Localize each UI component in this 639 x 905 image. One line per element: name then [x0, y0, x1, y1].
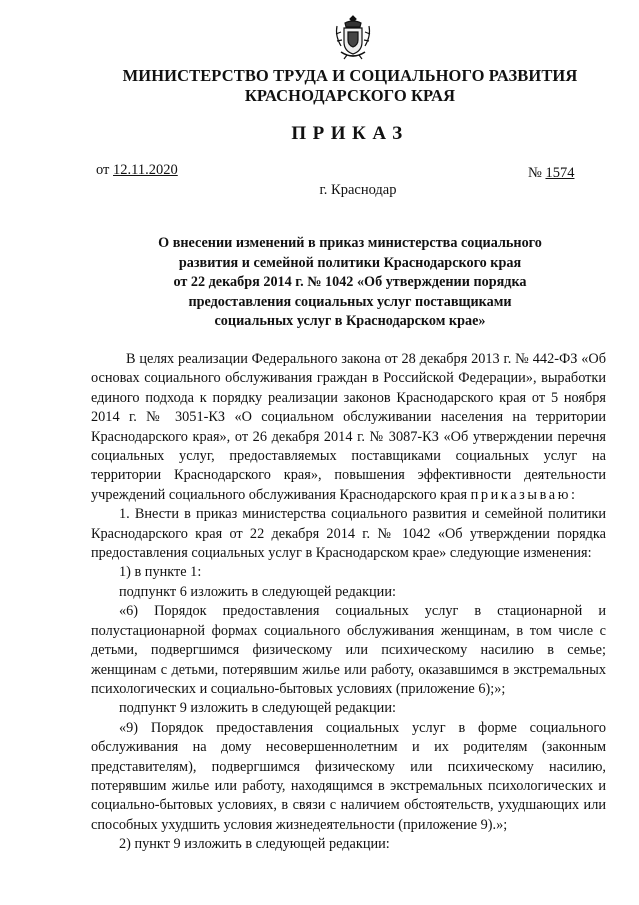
number-value: 1574: [545, 165, 575, 181]
quote-6: «6) Порядок предоставления социальных услуг в стационарной и полустационарной формах социального обслуживания женщинам, в том числе с детьми, подвергшимся физическому или психическому насилию в семье; женщинам с детьми, потерявшим жилье или работу, оказавшимся в экстремальных психологических и социально-бытовых условиях (приложение 6);»;: [91, 603, 606, 697]
quote-9: «9) Порядок предоставления социальных услуг в форме социального обслуживания на дому несовершеннолетним и их родителям (законным представителям), подвергшимся физическому или психическому насилию, потерявшим жилье или работу, находящимся в экстремальных психологических и социально-бытовых условиях, в связи с наличием обстоятельств, ухудшающих или способных ухудшить условия жизнедеятельности (приложение 9).»;: [91, 719, 606, 833]
order-number: [528, 165, 574, 182]
ministry-line-1: МИНИСТЕРСТВО ТРУДА И СОЦИАЛЬНОГО РАЗВИТИЯ: [122, 66, 578, 85]
city: г. Краснодар: [319, 182, 397, 198]
subitem-2: 2) пункт 9 изложить в следующей редакции:: [119, 836, 390, 853]
ministry-line-2: КРАСНОДАРСКОГО КРАЯ: [244, 86, 456, 105]
order-title: ПРИКАЗ: [291, 123, 409, 144]
preamble-text: В целях реализации Федерального закона от 28 декабря 2013 г. № 442-ФЗ «Об основах социального обслуживания граждан в Российской Федерации», выработки единого подхода к порядку реализации законов Краснодарского края от 5 ноября 2014 г. № 3051-КЗ «О социальном обслуживании населения на территории Краснодарского края», от 26 декабря 2014 г. № 3087-КЗ «Об утверждении перечня социальных услуг, предоставляемых поставщиками социальных услуг на территории Краснодарского края», повышения эффективности деятельности учреждений социального обслуживания Краснодарского края: [91, 351, 606, 503]
ministry-name: [120, 66, 580, 106]
subject-line: предоставления социальных услуг поставщиками: [188, 293, 512, 310]
subitem-1: 1) в пункте 1:: [119, 564, 202, 581]
order-subject: [120, 234, 580, 332]
subitem-1-a: подпункт 6 изложить в следующей редакции:: [119, 583, 396, 600]
coat-of-arms-icon: [333, 14, 373, 60]
subject-line: развития и семейной политики Краснодарского края: [178, 254, 522, 271]
subject-line: от 22 декабря 2014 г. № 1042 «Об утверждении порядка: [173, 274, 527, 291]
order-body: [91, 350, 606, 855]
subitem-1-b: подпункт 9 изложить в следующей редакции:: [119, 700, 396, 717]
order-date: [96, 162, 178, 179]
subject-line: социальных услуг в Краснодарском крае»: [214, 313, 486, 330]
number-prefix: №: [528, 165, 546, 181]
preamble-paragraph: [91, 350, 606, 505]
date-value: 12.11.2020: [113, 162, 178, 178]
order-word: приказываю:: [470, 486, 578, 503]
subject-line: О внесении изменений в приказ министерства социального: [158, 235, 542, 251]
item-1: 1. Внести в приказ министерства социального развития и семейной политики Краснодарского края от 22 декабря 2014 г. № 1042 «Об утверждении порядка предоставления социальных услуг в Краснодарском крае» следующие изменения:: [91, 506, 606, 562]
date-prefix: от: [96, 162, 114, 178]
